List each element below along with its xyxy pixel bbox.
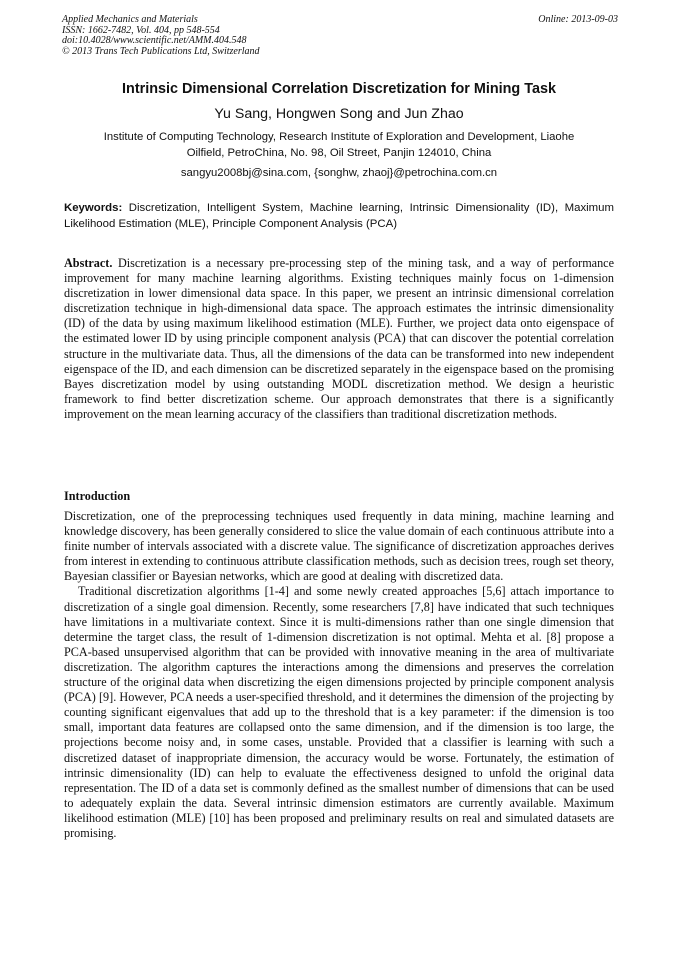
introduction-heading: Introduction: [64, 489, 131, 503]
abstract-text: Discretization is a necessary pre-processing step of the mining task, and a way of performance improvement for many machine learning algorithms. Existing techniques mainly focus on 1-dimension discretization in lower dimensional data space. In this paper, we present an intrinsic dimensional correlation discretization technique in high-dimensional data space. The approach estimates the intrinsic dimensionality (ID) of the data by using maximum likelihood estimation (MLE). Further, we project data onto eigenspace of the estimated lower ID by using principle component analysis (PCA) that can discover the potential correlation structure in the multivariate data. Thus, all the dimensions of the data can be transformed into new independent eigenspace of the ID, and each dimension can be discretized separately in the eigenspace based on the promising Bayes discretization model by using outstanding MODL discretization method. We design a heuristic framework to find better discretization scheme. Our approach demonstrates that there is a significantly improvement on the mean learning accuracy of the classifiers than traditional discretization methods.: [64, 256, 614, 421]
journal-header: [62, 15, 618, 57]
copyright-line: © 2013 Trans Tech Publications Ltd, Switzerland: [62, 45, 260, 57]
affiliation: [64, 130, 614, 161]
keywords-label: Keywords:: [64, 202, 123, 214]
introduction-paragraph-2: Traditional discretization algorithms [1-4] and some newly created approaches [5,6] attach importance to discretization of a single goal dimension. Recently, some researchers [7,8] have indicated that such techniques have limitations in a multivariate context. Since it is multi-dimensions rather than one single dimension that determine the target class, the result of 1-dimension discretization is not optimal. Mehta et al. [8] propose a PCA-based unsupervised algorithm that can be provided with innovative meaning in the area of multivariate discretization. The algorithm captures the interactions among the dimensions and preserves the correlation structure of the original data when discretizing the eigen dimensions projected by principle component analysis (PCA) [9]. However, PCA needs a user-specified threshold, and it determines the dimension of the projecting by counting significant eigenvalues that add up to the threshold that is a key parameter: if the dimension is too small, important data features are collapsed onto the same dimension, and if the dimension is too large, the projections become noisy and, in some cases, unstable. Provided that a classifier is learning with such a discretized dataset of inappropriate dimension, the accuracy would be worse. Fortunately, the estimation of intrinsic dimensionality (ID) can help to evaluate the effectiveness designed to unfold the original data representation. The ID of a data set is commonly defined as the smallest number of dimensions that can be used to adequately explain the data. Several intrinsic dimension estimators are currently available. Maximum likelihood estimation (MLE) [10] has been proposed and preliminary results on real and simulated datasets are promising.: [64, 584, 614, 840]
introduction-body: [64, 509, 614, 841]
author-emails: sangyu2008bj@sina.com, {songhw, zhaoj}@petrochina.com.cn: [180, 167, 498, 179]
affiliation-line-1: Institute of Computing Technology, Research Institute of Exploration and Development, Liaohe: [103, 131, 575, 143]
introduction-paragraph-1: Discretization, one of the preprocessing techniques used frequently in data mining, machine learning and knowledge discovery, has been generally considered to slice the value domain of each continuous attribute into a finite number of intervals associated with a discrete value. The significance of discretization approaches derives from interest in extending to continuous attribute classification methods, such as decision trees, rough set theory, Bayesian classifier or Bayesian networks, which are good at dealing with discretized data.: [64, 509, 614, 584]
doi-line: doi:10.4028/www.scientific.net/AMM.404.548: [62, 35, 247, 46]
online-date: Online: 2013-09-03: [538, 14, 618, 25]
paper-authors: Yu Sang, Hongwen Song and Jun Zhao: [214, 106, 464, 122]
journal-info: [62, 15, 618, 57]
affiliation-line-2: Oilfield, PetroChina, No. 98, Oil Street, Panjin 124010, China: [186, 146, 492, 159]
abstract-section: [64, 256, 614, 422]
paper-title: Intrinsic Dimensional Correlation Discretization for Mining Task: [122, 81, 556, 97]
abstract-label: Abstract.: [64, 256, 113, 270]
journal-name: Applied Mechanics and Materials: [62, 14, 198, 25]
keywords-section: [64, 201, 614, 232]
issn-line: ISSN: 1662-7482, Vol. 404, pp 548-554: [62, 24, 220, 36]
keywords-text: Discretization, Intelligent System, Machine learning, Intrinsic Dimensionality (ID), Maximum Likelihood Estimation (MLE), Principle Component Analysis (PCA): [64, 202, 614, 230]
